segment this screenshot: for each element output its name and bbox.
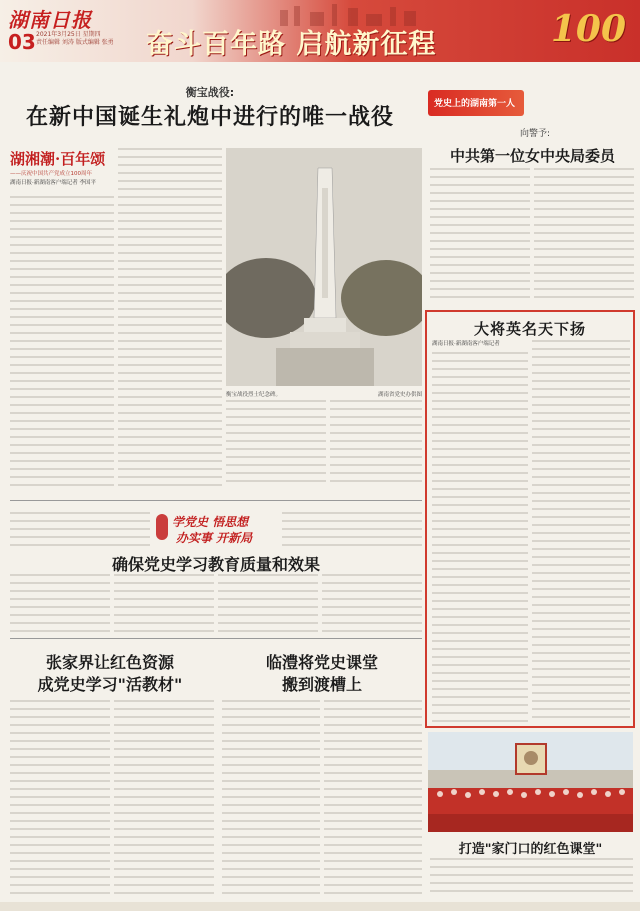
centennial-emblem: 100 <box>550 8 626 50</box>
crowd-illustration <box>428 732 633 832</box>
right-top-body-2 <box>534 168 634 304</box>
photo-credit: 湖南省党史办供图 <box>377 392 422 398</box>
column-name: 湖湘潮·百年颂 <box>10 150 106 168</box>
photo-caption-row <box>226 390 422 398</box>
masthead-editors: 责任编辑 刘涛 版式编辑 张勇 <box>36 39 114 46</box>
lead-byline: 湖南日报·新湖南客户端记者 李国平 <box>10 180 96 186</box>
slogan-line-2: 办实事 开新局 <box>176 531 253 545</box>
fifth-story-title: 打造"家门口的红色课堂" <box>458 842 603 857</box>
slogan-swoosh-icon <box>156 514 168 540</box>
lead-body-column-1 <box>10 196 114 486</box>
right-top-body-1 <box>430 168 530 304</box>
page-footer <box>0 902 640 911</box>
third-story-title-1: 张家界让红色资源 <box>45 653 174 672</box>
masthead-date-block <box>36 31 114 47</box>
boxed-story-title: 大将英名天下扬 <box>473 320 586 338</box>
column-subtitle: ——庆祝中国共产党成立100周年 <box>10 171 92 177</box>
masthead-slogan: 奋斗百年路 启航新征程 <box>146 29 437 60</box>
newspaper-logo: 湖南日报 <box>8 8 92 32</box>
second-story-title: 确保党史学习教育质量和效果 <box>111 555 320 574</box>
third-story-body-1 <box>10 700 110 896</box>
fourth-story-title-2: 搬到渡槽上 <box>281 675 362 694</box>
fourth-story-body-2 <box>324 700 422 896</box>
fifth-story-body <box>430 858 633 898</box>
divider-line <box>10 500 422 501</box>
divider-line-2 <box>10 638 422 639</box>
second-story-body-3 <box>218 574 318 634</box>
second-story-intro <box>10 512 150 550</box>
masthead-banner <box>0 0 640 62</box>
boxed-body-1 <box>432 352 528 724</box>
fourth-story-title-1: 临澧将党史课堂 <box>265 653 378 672</box>
fourth-story-body-1 <box>222 700 320 896</box>
monument-illustration <box>226 148 422 386</box>
masthead-date: 2021年3月25日 星期四 <box>36 31 101 38</box>
second-story-body-1 <box>10 574 110 634</box>
boxed-story-byline: 湖南日报·新湖南客户端记者 <box>432 341 500 347</box>
lead-story-kicker: 衡宝战役: <box>185 86 235 99</box>
lead-story-title: 在新中国诞生礼炮中进行的唯一战役 <box>25 104 394 130</box>
right-top-subtitle: 向警予: <box>520 129 551 139</box>
lead-body-column-3 <box>226 400 326 486</box>
lead-body-column-4 <box>330 400 422 486</box>
boxed-body-2 <box>532 340 630 724</box>
monument-photo <box>226 148 422 386</box>
column-header <box>10 148 120 187</box>
photo-caption: 衡宝战役烈士纪念碑。 <box>226 392 282 398</box>
page-number: 03 <box>8 30 36 54</box>
second-story-body-2 <box>114 574 214 634</box>
right-top-title: 中共第一位女中央局委员 <box>449 147 615 165</box>
red-classroom-photo <box>428 732 633 832</box>
second-story-body-4 <box>322 574 422 634</box>
third-story-body-2 <box>114 700 214 896</box>
party-history-logo: 党史上的湖南第一人 <box>428 90 524 116</box>
slogan-line-1: 学党史 悟思想 <box>172 515 249 529</box>
second-story-intro-2 <box>282 512 422 550</box>
third-story-title-2: 成党史学习"活教材" <box>37 675 183 694</box>
lead-body-column-2 <box>118 148 222 486</box>
